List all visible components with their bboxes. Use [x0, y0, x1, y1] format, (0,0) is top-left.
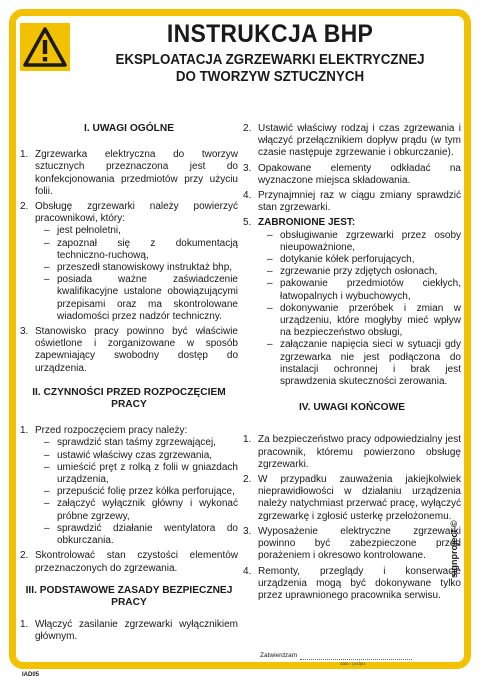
section-4-title: IV. UWAGI KOŃCOWE	[298, 402, 406, 414]
product-code: IAD05	[22, 672, 40, 678]
list-item: 1. Za bezpieczeństwo pracy odpowiedzialny jest pracownik, któremu powierzono obsługę zgrzewarki.	[243, 434, 461, 470]
section-2-title: II. CZYNNOŚCI PRZED ROZPOCZĘCIEM PRACY	[32, 386, 226, 411]
sub-item: – sprawdzić działanie wentylatora do obkurczania.	[44, 522, 238, 547]
sub-item: – zapoznał się z dokumentacją techniczno-ruchową,	[44, 237, 238, 261]
list-item: 2. Ustawić właściwy rodzaj i czas zgrzewania i włączyć przełącznikiem dopływ prądu (w tym czasie następuje zgrzewanie i obkurczanie).	[243, 123, 461, 159]
header	[80, 20, 460, 86]
list-item: 2. W przypadku zauważenia jakiejkolwiek nieprawidłowości w działaniu urządzenia należy natychmiast przerwać pracę, wyłączyć zgrzewarkę i zgłosić usterkę przełożonemu.	[243, 474, 461, 522]
sub-item: – jest pełnoletni,	[44, 225, 121, 237]
page-subtitle: EKSPLOATACJA ZGRZEWARKI ELEKTRYCZNEJ DO TWORZYW SZTUCZNYCH	[115, 52, 425, 85]
signature-line	[300, 659, 412, 660]
list-item: 4. Remonty, przeglądy i konserwacje urządzenia mogą być dokonywane tylko przez uprawnionego pracownika serwisu.	[243, 565, 461, 601]
section-1-title: I. UWAGI OGÓLNE	[84, 123, 174, 134]
sub-item: – sprawdzić stan taśmy zgrzewającej,	[44, 437, 216, 449]
list-item: 3. Wyposażenie elektryczne zgrzewarki powinno być zabezpieczone przed porażeniem i okresowo kontrolowane.	[243, 525, 461, 562]
signature-caption: data i podpis	[340, 661, 366, 666]
sub-item: – umieścić pręt z rolką z folii w gniazdach urządzenia,	[44, 461, 238, 486]
page-title: INSTRUKCJA BHP	[166, 20, 374, 48]
list-item: 5. ZABRONIONE JEST: – obsługiwanie zgrzewarki przez osoby nieupoważnione, – dotykanie kółek perforujących, – zgrzewanie przy zdjętych osłonach, – pakowanie przedmiotów ciekłych, łatwopalnych i wybuchowych, – dokonywanie przeróbek i zmian w urządzeniu, które mogłyby mieć wpływ na bezpieczeństwo obsługi, – załączanie napięcia sieci w sytuacji gdy zgrzewarka nie jest podłączona do instalacji ochronnej i brak jest sprawdzenia skuteczności zerowania.	[243, 217, 461, 388]
approval-label: Zatwierdzam	[260, 652, 298, 659]
section-3-list-part1	[20, 619, 238, 643]
list-item: 1. Zgrzewarka elektryczna do tworzyw sztucznych przeznaczona jest do konfekcjonowania przedmiotów przy użyciu folii.	[20, 149, 238, 197]
section-2-list	[20, 425, 238, 574]
list-item: 3. Opakowane elementy odkładać na wyznaczone miejsca składowania.	[243, 162, 461, 186]
section-3-title: III. PODSTAWOWE ZASADY BEZPIECZNEJ PRACY	[25, 584, 233, 608]
sub-item: – załączanie napięcia sieci w sytuacji gdy zgrzewarka nie jest podłączona do instalacji ochronnej i brak jest sprawdzenia skuteczności zerowania.	[267, 339, 461, 388]
list-item: 1. Włączyć zasilanie zgrzewarki wyłącznikiem głównym.	[20, 619, 238, 643]
section-4-list	[243, 434, 461, 602]
list-item: 2. Skontrolować stan czystości elementów przeznaczonych do zgrzewania.	[20, 550, 238, 574]
sub-item: – załączyć wyłącznik główny i wykonać próbne zgrzewy,	[44, 498, 238, 522]
list-item: 3. Stanowisko pracy powinno być właściwie oświetlone i zorganizowane w sposób zapewniający swobodny dostęp do urządzenia.	[20, 326, 238, 374]
section-1-list	[20, 149, 238, 375]
list-item: 4. Przynajmniej raz w ciągu zmiany sprawdzić stan zgrzewarki.	[243, 190, 461, 214]
sub-item: – posiada ważne zaświadczenie kwalifikacyjne ustalone obowiązującymi przepisami oraz ma skontrolowane wiadomości przez nadzór techniczny.	[44, 274, 238, 322]
list-item: 1. Przed rozpoczęciem pracy należy: – sprawdzić stan taśmy zgrzewającej, – ustawić właściwy czas zgrzewania, – umieścić pręt z rolką z folii w gniazdach urządzenia, – przepuścić folię przez kółka perforujące, – załączyć wyłącznik główny i wykonać próbne zgrzewy, – sprawdzić działanie wentylatora do obkurczania.	[20, 425, 238, 547]
sub-item: – dokonywanie przeróbek i zmian w urządzeniu, które mogłyby mieć wpływ na bezpieczeństwo obsługi,	[267, 302, 461, 339]
right-column	[243, 123, 461, 605]
sub-item: – zgrzewanie przy zdjętych osłonach,	[267, 266, 438, 278]
sub-item: – ustawić właściwy czas zgrzewania,	[44, 449, 213, 461]
sub-item: – przeszedł stanowiskowy instruktaż bhp,	[44, 262, 233, 274]
brand-mark: signproject ©	[449, 520, 459, 578]
section-3-list-part2	[243, 123, 461, 388]
warning-triangle-icon	[20, 23, 70, 71]
sub-item: – przepuścić folię przez kółka perforujące,	[44, 486, 235, 498]
left-column	[20, 123, 238, 647]
sub-item: – pakowanie przedmiotów ciekłych, łatwopalnych i wybuchowych,	[267, 278, 461, 302]
list-item: 2. Obsługę zgrzewarki należy powierzyć pracownikowi, który: – jest pełnoletni, – zapoznał się z dokumentacją techniczno-ruchową, – przeszedł stanowiskowy instruktaż bhp, – posiada ważne zaświadczenie kwalifikacyjne ustalone obowiązującymi przepisami oraz ma skontrolowane wiadomości przez nadzór techniczny.	[20, 201, 238, 322]
sub-item: – dotykanie kółek perforujących,	[267, 254, 415, 266]
sub-item: – obsługiwanie zgrzewarki przez osoby nieupoważnione,	[267, 229, 461, 253]
